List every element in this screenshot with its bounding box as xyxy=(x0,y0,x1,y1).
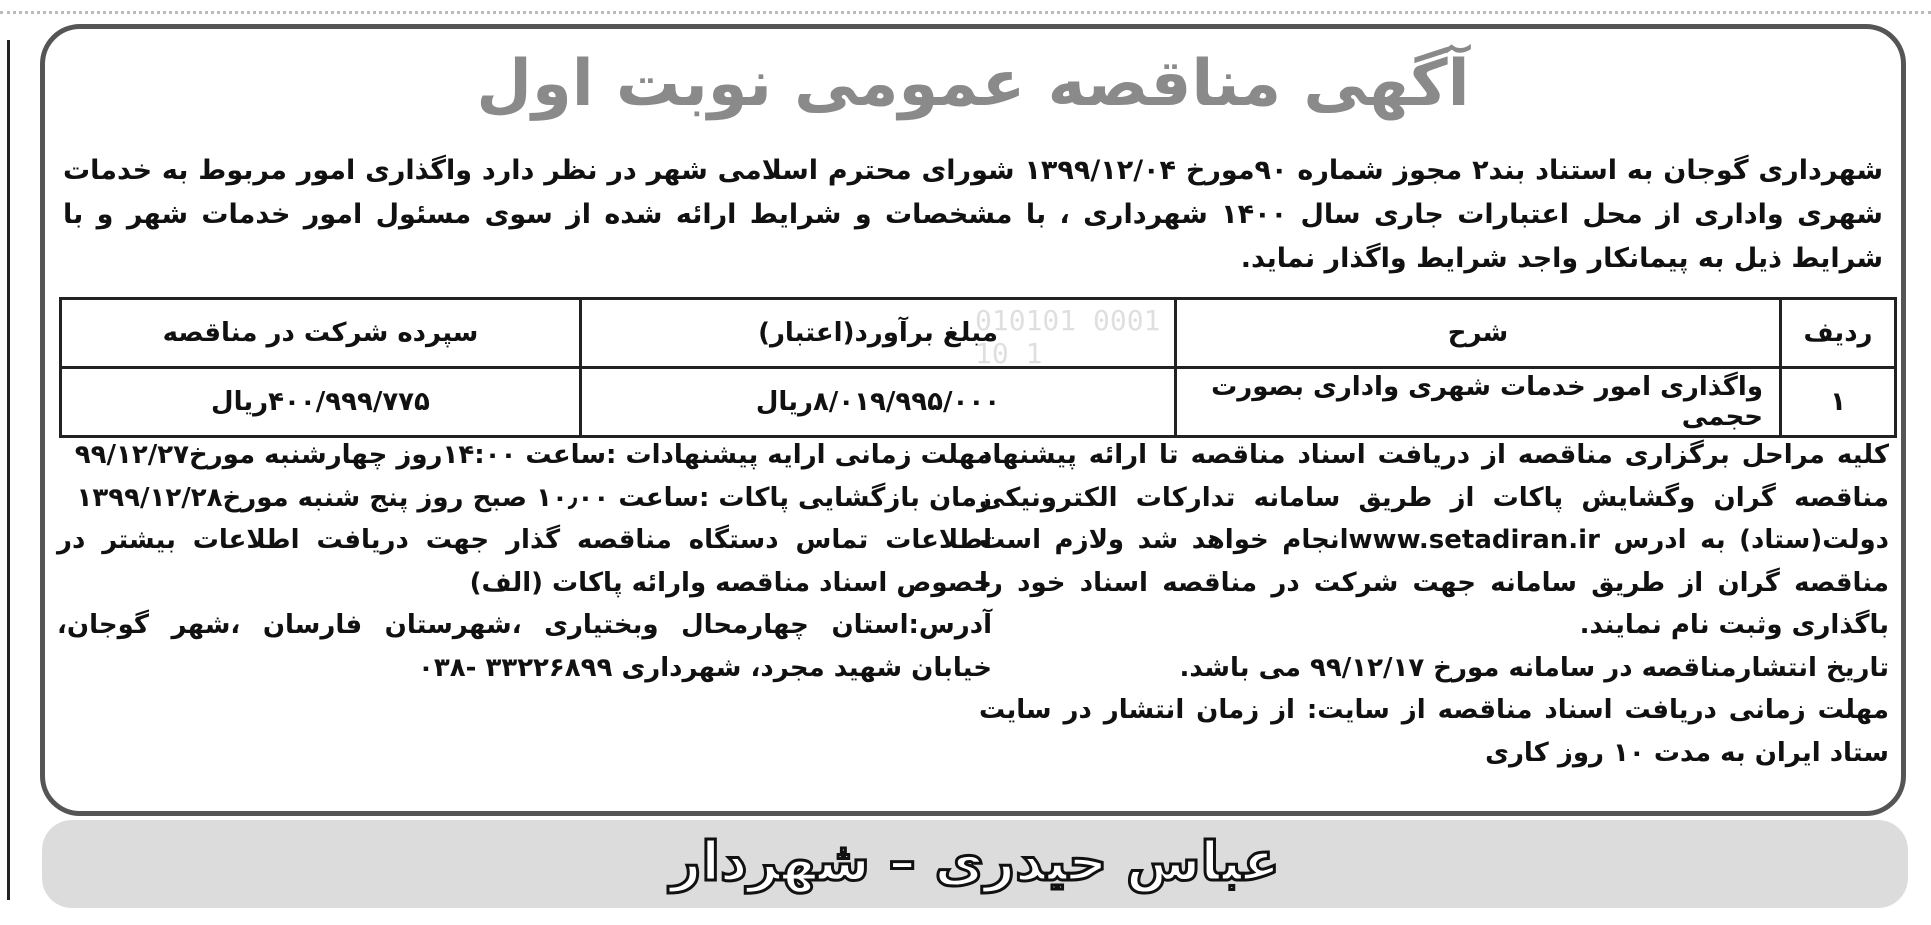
condition-submission-deadline: مهلت زمانی ارایه پیشنهادات :ساعت ۱۴:۰۰روز چهارشنبه مورخ۹۹/۱۲/۲۷ xyxy=(74,440,992,470)
condition-address: آدرس:استان چهارمحال وبختیاری ،شهرستان فارسان ،شهر گوجان، خیابان شهید مجرد، شهرداری ۳۳۲۲۶۸۹۹ -۰۳۸ xyxy=(57,610,992,683)
mayor-signature: عباس حیدری – شهردار xyxy=(670,830,1280,893)
conditions-right-column xyxy=(979,434,1889,774)
condition-opening-time: زمان بازگشایی پاکات :ساعت ۱۰٫۰۰ صبح روز پنج شنبه مورخ۱۳۹۹/۱۲/۲۸ xyxy=(76,482,992,513)
notice-frame xyxy=(40,24,1906,816)
signature-bar xyxy=(42,820,1908,908)
notice-title: آگهی مناقصه عمومی نوبت اول xyxy=(476,47,1470,121)
cell-estimate: ۸/۰۱۹/۹۹۵/۰۰۰ریال xyxy=(581,368,1176,437)
header-estimate: مبلغ برآورد(اعتبار) xyxy=(581,299,1176,368)
header-row-number: ردیف xyxy=(1781,299,1896,368)
condition-document-deadline: مهلت زمانی دریافت اسناد مناقصه از سایت: از زمان انتشار در سایت ستاد ایران به مدت ۱۰ روز کاری xyxy=(979,695,1889,768)
notice-intro: شهرداری گوجان به استناد بند۲ مجوز شماره ۹۰مورخ ۱۳۹۹/۱۲/۰۴ شورای محترم اسلامی شهر در نظر دارد واگذاری امور مربوط به خدمات شهری واداری از محل اعتبارات جاری سال ۱۴۰۰ شهرداری ، با مشخصات و شرایط ارائه شده از سوی مسئول امور خدمات شهر و با شرایط ذیل به پیمانکار واجد شرایط واگذار نماید. xyxy=(63,155,1883,274)
header-deposit: سپرده شرکت در مناقصه xyxy=(61,299,581,368)
cell-deposit: ۴۰۰/۹۹۹/۷۷۵ریال xyxy=(61,368,581,437)
condition-publish-date: تاریخ انتشارمناقصه در سامانه مورخ ۹۹/۱۲/۱۷ می باشد. xyxy=(1179,652,1889,683)
cell-row-number: ۱ xyxy=(1781,368,1896,437)
conditions-left-column xyxy=(57,434,992,689)
condition-contact-info: اطلاعات تماس دستگاه مناقصه گذار جهت دریافت اطلاعات بیشتر در خصوص اسناد مناقصه وارائه پاکات (الف) xyxy=(57,525,992,598)
cell-description: واگذاری امور خدمات شهری واداری بصورت حجمی xyxy=(1176,368,1781,437)
top-cut-line xyxy=(0,0,1931,14)
left-column-rule xyxy=(0,40,10,900)
condition-process: کلیه مراحل برگزاری مناقصه از دریافت اسناد مناقصه تا ارائه پیشنهاد مناقصه گران وگشایش پاکات از طریق سامانه تدارکات الکترونیکی دولت(ستاد) به ادرس www.setadiran.irانجام خواهد شد ولازم است مناقصه گران از طریق سامانه جهت شرکت در مناقصه اسناد خود را باگذاری وثبت نام نمایند. xyxy=(979,440,1889,640)
watermark-text: 010101 0001 10 1 xyxy=(975,304,1161,370)
header-description: شرح xyxy=(1176,299,1781,368)
